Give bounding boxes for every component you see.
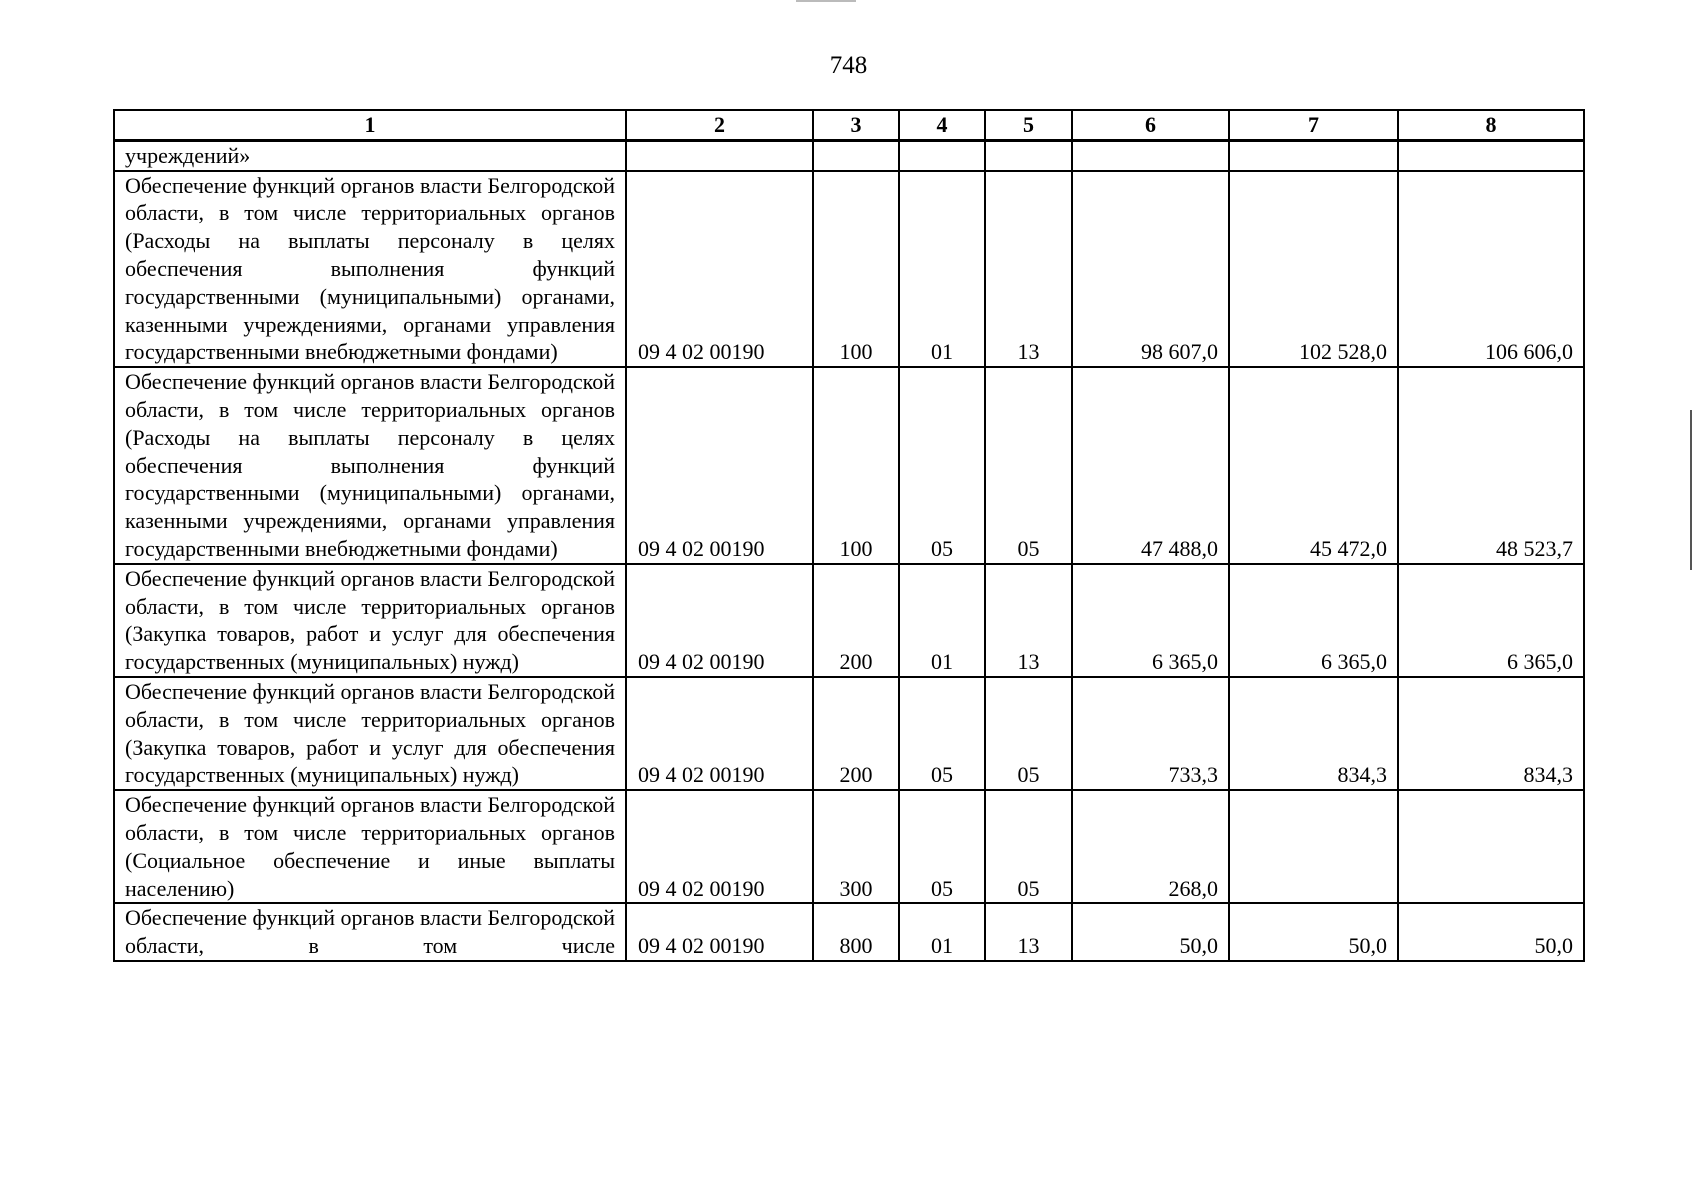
row-description: Обеспечение функций органов власти Белгородской области, в том числе территориальных органов (Закупка товаров, работ и услуг для обеспечения государственных (муниципальных) нужд) [114, 564, 626, 677]
row-col7: 6 365,0 [1229, 564, 1398, 677]
row-code: 09 4 02 00190 [626, 903, 813, 961]
row-col4: 01 [899, 171, 985, 368]
table-row [114, 140, 1584, 170]
row-col6: 98 607,0 [1072, 171, 1229, 368]
row-description: Обеспечение функций органов власти Белгородской области, в том числе территориальных органов (Социальное обеспечение и иные выплаты населению) [114, 790, 626, 903]
row-code: 09 4 02 00190 [626, 790, 813, 903]
row-col3: 300 [813, 790, 899, 903]
row-col8: 6 365,0 [1398, 564, 1584, 677]
column-header: 2 [626, 110, 813, 140]
row-col3 [813, 140, 899, 170]
row-col5: 13 [985, 903, 1072, 961]
row-col3: 800 [813, 903, 899, 961]
scan-mark-top [796, 0, 856, 2]
row-col4 [899, 140, 985, 170]
row-col4: 05 [899, 790, 985, 903]
table-header-row [114, 110, 1584, 140]
row-description: Обеспечение функций органов власти Белгородской области, в том числе территориальных органов (Расходы на выплаты персоналу в целях обеспечения выполнения функций государственными (муниципальными) органами, казенными учреждениями, органами управления государственными внебюджетными фондами) [114, 171, 626, 368]
column-header: 1 [114, 110, 626, 140]
row-col7 [1229, 790, 1398, 903]
row-col4: 01 [899, 903, 985, 961]
row-description: Обеспечение функций органов власти Белгородской области, в том числе [114, 903, 626, 961]
row-col5: 05 [985, 790, 1072, 903]
column-header: 4 [899, 110, 985, 140]
table-row [114, 171, 1584, 368]
row-col6: 47 488,0 [1072, 367, 1229, 564]
row-col8: 106 606,0 [1398, 171, 1584, 368]
row-col5: 05 [985, 367, 1072, 564]
row-col6 [1072, 140, 1229, 170]
row-col4: 05 [899, 677, 985, 790]
budget-table [113, 109, 1585, 962]
row-col7: 834,3 [1229, 677, 1398, 790]
table-row [114, 790, 1584, 903]
row-col8: 834,3 [1398, 677, 1584, 790]
row-col7 [1229, 140, 1398, 170]
row-description: Обеспечение функций органов власти Белгородской области, в том числе территориальных органов (Расходы на выплаты персоналу в целях обеспечения выполнения функций государственными (муниципальными) органами, казенными учреждениями, органами управления государственными внебюджетными фондами) [114, 367, 626, 564]
row-col3: 100 [813, 171, 899, 368]
table-row [114, 677, 1584, 790]
row-col5: 13 [985, 171, 1072, 368]
row-col7: 45 472,0 [1229, 367, 1398, 564]
row-code: 09 4 02 00190 [626, 171, 813, 368]
column-header: 7 [1229, 110, 1398, 140]
row-col8: 48 523,7 [1398, 367, 1584, 564]
table-row [114, 564, 1584, 677]
row-col3: 200 [813, 564, 899, 677]
row-col7: 102 528,0 [1229, 171, 1398, 368]
row-col5: 05 [985, 677, 1072, 790]
row-col5: 13 [985, 564, 1072, 677]
column-header: 5 [985, 110, 1072, 140]
row-code [626, 140, 813, 170]
table-row [114, 903, 1584, 961]
scan-mark-margin [1690, 410, 1692, 570]
row-description: Обеспечение функций органов власти Белгородской области, в том числе территориальных органов (Закупка товаров, работ и услуг для обеспечения государственных (муниципальных) нужд) [114, 677, 626, 790]
row-col3: 100 [813, 367, 899, 564]
column-header: 3 [813, 110, 899, 140]
row-col6: 50,0 [1072, 903, 1229, 961]
row-code: 09 4 02 00190 [626, 564, 813, 677]
row-col8: 50,0 [1398, 903, 1584, 961]
row-col3: 200 [813, 677, 899, 790]
row-description: учреждений» [114, 140, 626, 170]
row-col7: 50,0 [1229, 903, 1398, 961]
row-col6: 6 365,0 [1072, 564, 1229, 677]
row-col8 [1398, 790, 1584, 903]
column-header: 6 [1072, 110, 1229, 140]
row-col6: 268,0 [1072, 790, 1229, 903]
row-col4: 05 [899, 367, 985, 564]
table-row [114, 367, 1584, 564]
column-header: 8 [1398, 110, 1584, 140]
row-col5 [985, 140, 1072, 170]
page-number: 748 [829, 52, 868, 79]
row-col6: 733,3 [1072, 677, 1229, 790]
row-code: 09 4 02 00190 [626, 367, 813, 564]
row-code: 09 4 02 00190 [626, 677, 813, 790]
row-col4: 01 [899, 564, 985, 677]
row-col8 [1398, 140, 1584, 170]
